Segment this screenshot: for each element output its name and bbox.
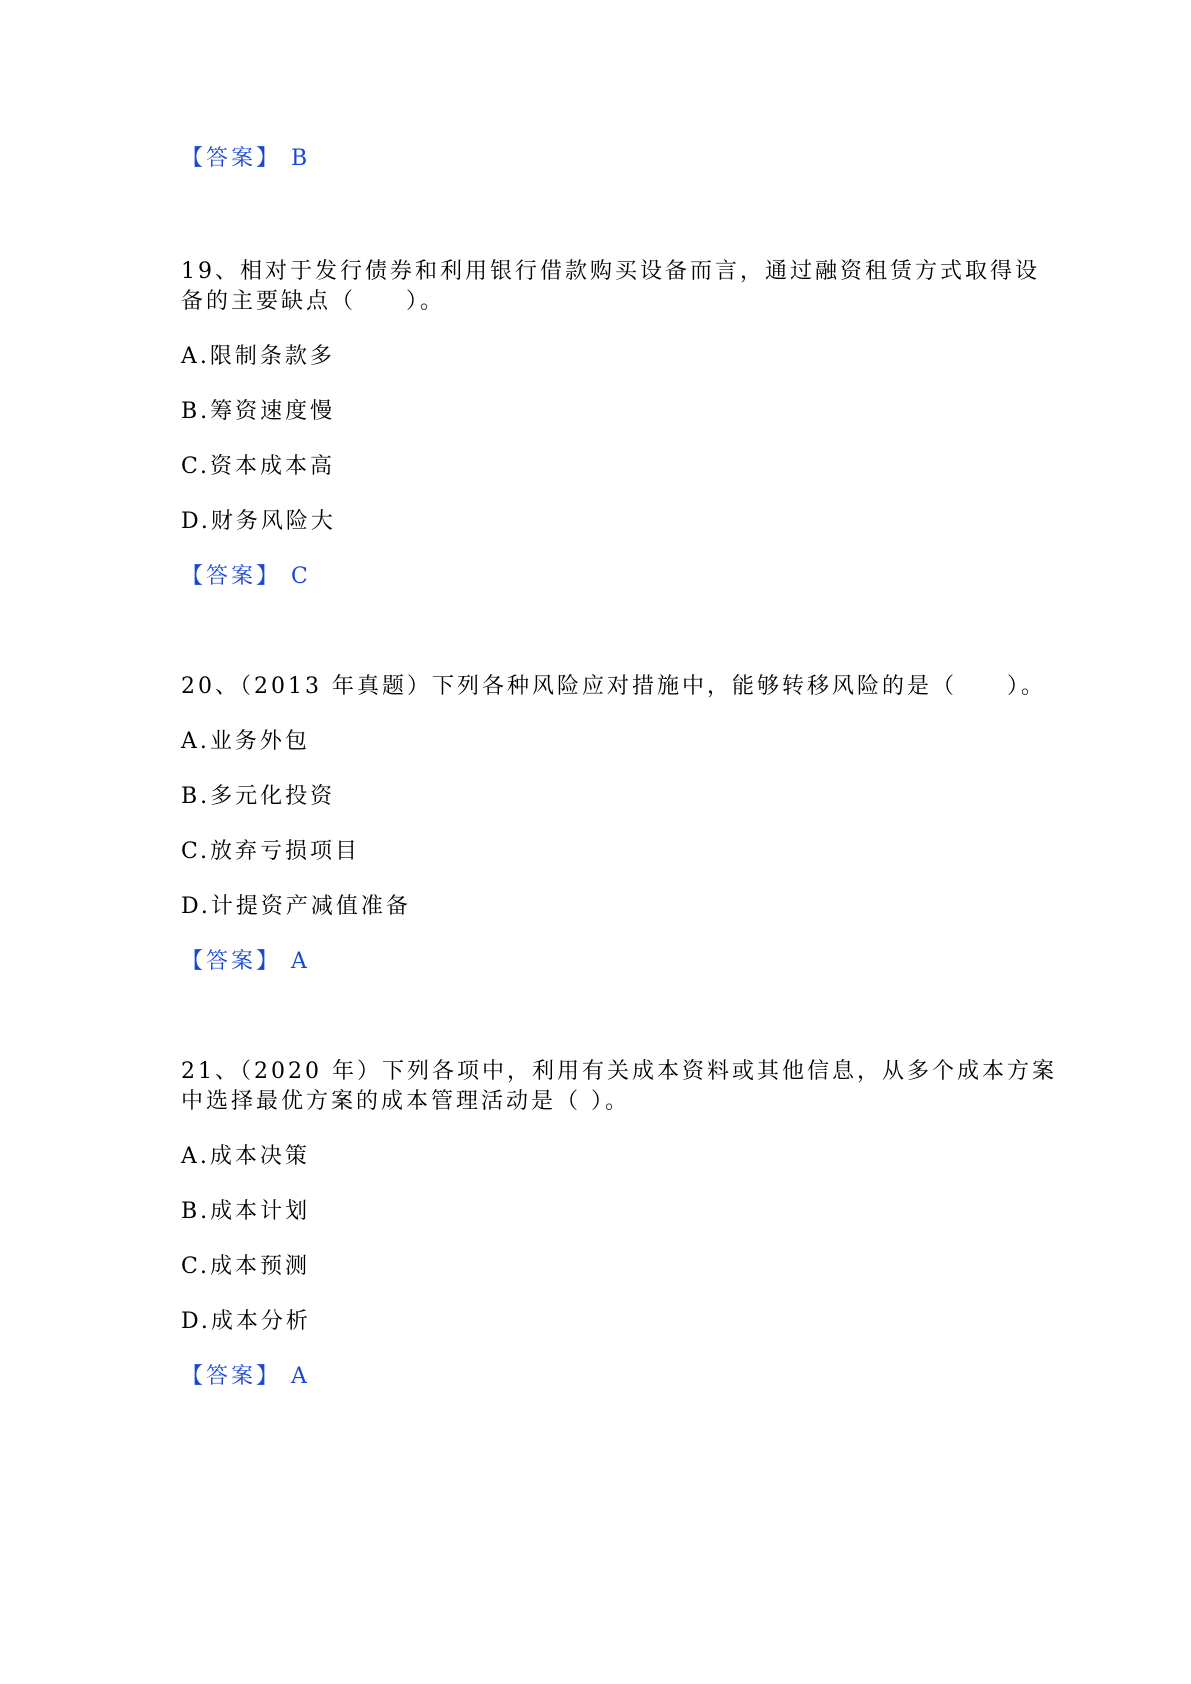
q19-option-d: D.财务风险大 [181, 509, 336, 534]
q19-option-b: B.筹资速度慢 [181, 399, 336, 424]
q19-option-a: A.限制条款多 [181, 344, 335, 369]
prev-answer [181, 143, 310, 175]
q20-answer [181, 946, 310, 978]
q21-answer [181, 1361, 310, 1393]
q21-option-a: A.成本决策 [181, 1144, 310, 1169]
answer-value: A [291, 949, 310, 974]
answer-value: A [291, 1364, 310, 1389]
answer-label: 【答案】 [181, 564, 282, 589]
q21-option-b: B.成本计划 [181, 1199, 311, 1224]
answer-value: B [291, 146, 311, 171]
answer-value: C [291, 564, 311, 589]
q20-option-d: D.计提资产减值准备 [181, 894, 411, 919]
q21-stem-line2: 中选择最优方案的成本管理活动是（ ）。 [181, 1089, 630, 1114]
answer-label: 【答案】 [181, 146, 282, 171]
q20-stem-line1: 20、（2013 年真题）下列各种风险应对措施中，能够转移风险的是（ ）。 [181, 674, 1046, 699]
q20-option-c: C.放弃亏损项目 [181, 839, 361, 864]
q21-option-c: C.成本预测 [181, 1254, 311, 1279]
q20-option-a: A.业务外包 [181, 729, 310, 754]
q19-stem-line1: 19、相对于发行债券和利用银行借款购买设备而言，通过融资租赁方式取得设 [181, 259, 1040, 284]
q21-option-d: D.成本分析 [181, 1309, 311, 1334]
q19-stem-line2: 备的主要缺点（ ）。 [181, 289, 446, 314]
q19-answer [181, 561, 311, 593]
answer-label: 【答案】 [181, 949, 282, 974]
q20-option-b: B.多元化投资 [181, 784, 336, 809]
answer-label: 【答案】 [181, 1364, 282, 1389]
q21-stem-line1: 21、（2020 年）下列各项中，利用有关成本资料或其他信息，从多个成本方案 [181, 1059, 1057, 1084]
q19-option-c: C.资本成本高 [181, 454, 336, 479]
